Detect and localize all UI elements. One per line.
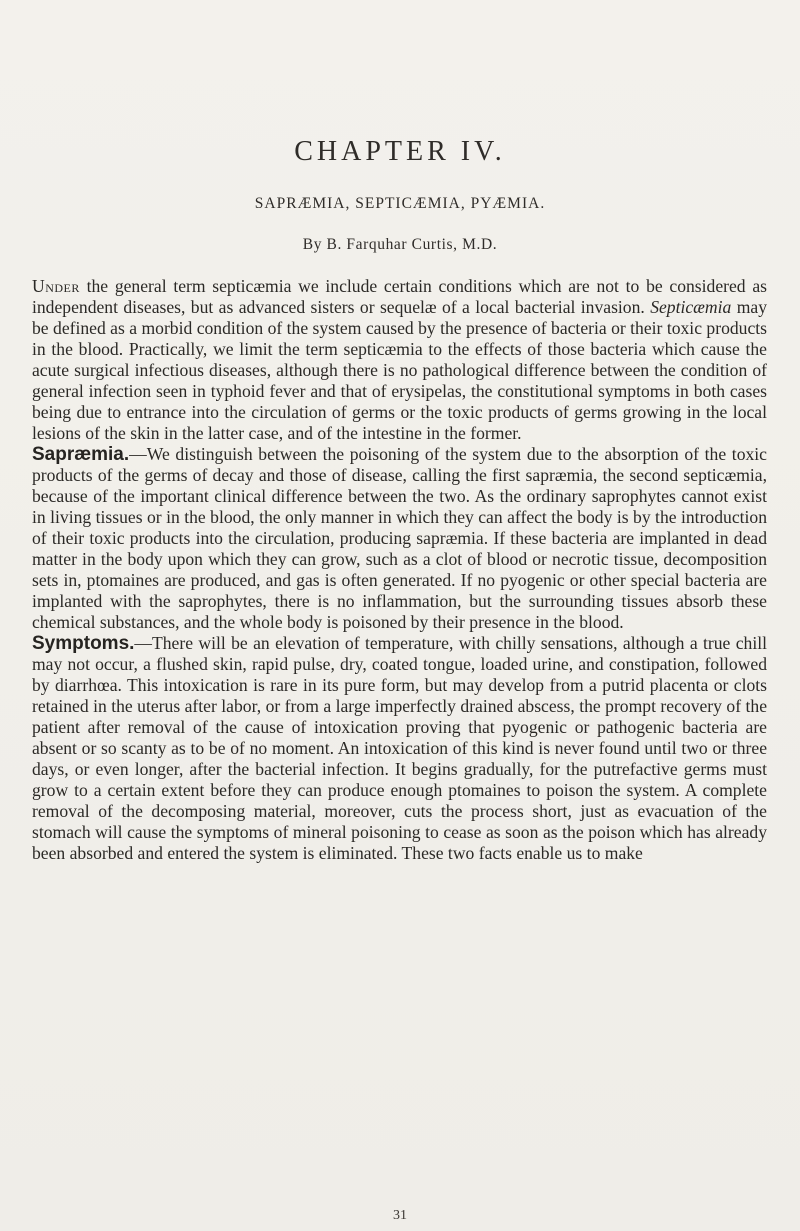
paragraph-text: —We distinguish between the poisoning of the system due to the absorption of the toxic products of the germs of decay and those of disease, calling the first sapræmia, the second septicæmia, because of the important clinical difference between the two. As the ordinary saprophytes cannot exist in living tissues or in the blood, the only manner in which they can affect the body is by the introduction of their toxic products into the circulation, producing sapræmia. If these bacteria are implanted in dead matter in the body upon which they can grow, such as a clot of blood or necrotic tissue, decomposition sets in, ptomaines are produced, and gas is often generated. If no pyogenic or other special bacteria are implanted with the saprophytes, there is no inflammation, but the surrounding tissues absorb these chemical substances, and the whole body is poisoned by their presence in the blood. bbox=[32, 444, 767, 632]
lead-word: Under bbox=[32, 276, 80, 296]
paragraph-text: the general term septicæmia we include certain conditions which are not to be considered as independent diseases, but as advanced sisters or sequelæ of a local bacterial invasion. bbox=[32, 276, 767, 317]
paragraph-sapraemia bbox=[32, 444, 767, 633]
paragraph-intro bbox=[32, 276, 767, 444]
section-heading-symptoms: Symptoms. bbox=[32, 633, 135, 654]
body-text bbox=[32, 276, 767, 864]
italic-term: Septicæmia bbox=[650, 297, 732, 317]
author-byline: By B. Farquhar Curtis, M.D. bbox=[302, 236, 498, 253]
paragraph-symptoms bbox=[32, 633, 767, 864]
chapter-heading: CHAPTER IV. bbox=[294, 136, 506, 167]
section-heading-sapraemia: Sapræmia. bbox=[32, 444, 130, 465]
paragraph-text: —There will be an elevation of temperature, with chilly sensations, although a true chill may not occur, a flushed skin, rapid pulse, dry, coated tongue, loaded urine, and constipation, followed by diarrhœa. This intoxication is rare in its pure form, but may develop from a putrid placenta or clots retained in the uterus after labor, or from a large imperfectly drained abscess, the prompt recovery of the patient after removal of the cause of intoxication proving that pyogenic or pathogenic bacteria are absent or so scanty as to be of no moment. An intoxication of this kind is never found until two or three days, or even longer, after the bacterial infection. It begins gradually, for the putrefactive germs must grow to a certain extent before they can produce enough ptomaines to poison the system. A complete removal of the decomposing material, moreover, cuts the process short, just as evacuation of the stomach will cause the symptoms of mineral poisoning to cease as soon as the poison which has already been absorbed and entered the system is eliminated. These two facts enable us to make bbox=[32, 633, 767, 863]
paragraph-text: may be defined as a morbid condition of the system caused by the presence of bacteria or their toxic products in the blood. Practically, we limit the term septicæmia to the effects of those bacteria which cause the acute surgical infectious diseases, although there is no pathological difference between the condition of general infection seen in typhoid fever and that of erysipelas, the constitutional symptoms in both cases being due to entrance into the circulation of germs or the toxic products of germs growing in the local lesions of the skin in the latter case, and of the intestine in the former. bbox=[32, 297, 767, 443]
chapter-title: SAPRÆMIA, SEPTICÆMIA, PYÆMIA. bbox=[254, 195, 546, 212]
page-number: 31 bbox=[393, 1208, 407, 1223]
